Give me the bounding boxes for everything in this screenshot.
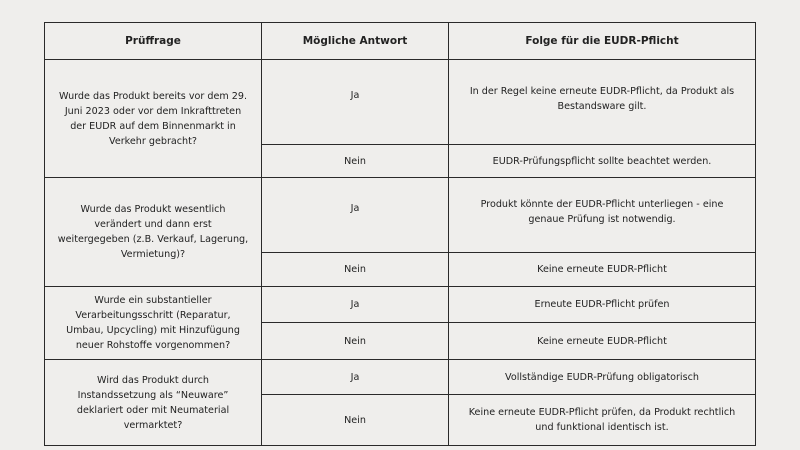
consequence-cell: Erneute EUDR-Pflicht prüfen <box>449 287 756 323</box>
header-question: Prüffrage <box>45 23 262 60</box>
table-row <box>45 60 756 145</box>
table-row <box>45 287 756 323</box>
header-consequence: Folge für die EUDR-Pflicht <box>449 23 756 60</box>
answer-cell: Nein <box>262 145 449 178</box>
answer-cell: Ja <box>262 178 449 253</box>
question-cell: Wird das Produkt durch Instandssetzung als “Neuware” deklariert oder mit Neumaterial vermarktet? <box>45 360 262 446</box>
question-cell: Wurde ein substantieller Verarbeitungsschritt (Reparatur, Umbau, Upcycling) mit Hinzufügung neuer Rohstoffe vorgenommen? <box>45 287 262 360</box>
answer-cell: Ja <box>262 60 449 145</box>
consequence-cell: EUDR-Prüfungspflicht sollte beachtet werden. <box>449 145 756 178</box>
answer-cell: Nein <box>262 253 449 287</box>
answer-cell: Nein <box>262 395 449 446</box>
consequence-cell: Keine erneute EUDR-Pflicht <box>449 253 756 287</box>
consequence-cell: Keine erneute EUDR-Pflicht prüfen, da Produkt rechtlich und funktional identisch ist. <box>449 395 756 446</box>
answer-cell: Ja <box>262 360 449 395</box>
answer-cell: Nein <box>262 323 449 360</box>
question-cell: Wurde das Produkt wesentlich verändert und dann erst weitergegeben (z.B. Verkauf, Lagerung, Vermietung)? <box>45 178 262 287</box>
table-row <box>45 178 756 253</box>
consequence-cell: Keine erneute EUDR-Pflicht <box>449 323 756 360</box>
answer-cell: Ja <box>262 287 449 323</box>
consequence-cell: In der Regel keine erneute EUDR-Pflicht, da Produkt als Bestandsware gilt. <box>449 60 756 145</box>
table-row <box>45 360 756 395</box>
eudr-check-table <box>44 22 756 446</box>
header-answer: Mögliche Antwort <box>262 23 449 60</box>
consequence-cell: Vollständige EUDR-Prüfung obligatorisch <box>449 360 756 395</box>
table-header-row <box>45 23 756 60</box>
consequence-cell: Produkt könnte der EUDR-Pflicht unterliegen - eine genaue Prüfung ist notwendig. <box>449 178 756 253</box>
question-cell: Wurde das Produkt bereits vor dem 29. Juni 2023 oder vor dem Inkrafttreten der EUDR auf dem Binnenmarkt in Verkehr gebracht? <box>45 60 262 178</box>
